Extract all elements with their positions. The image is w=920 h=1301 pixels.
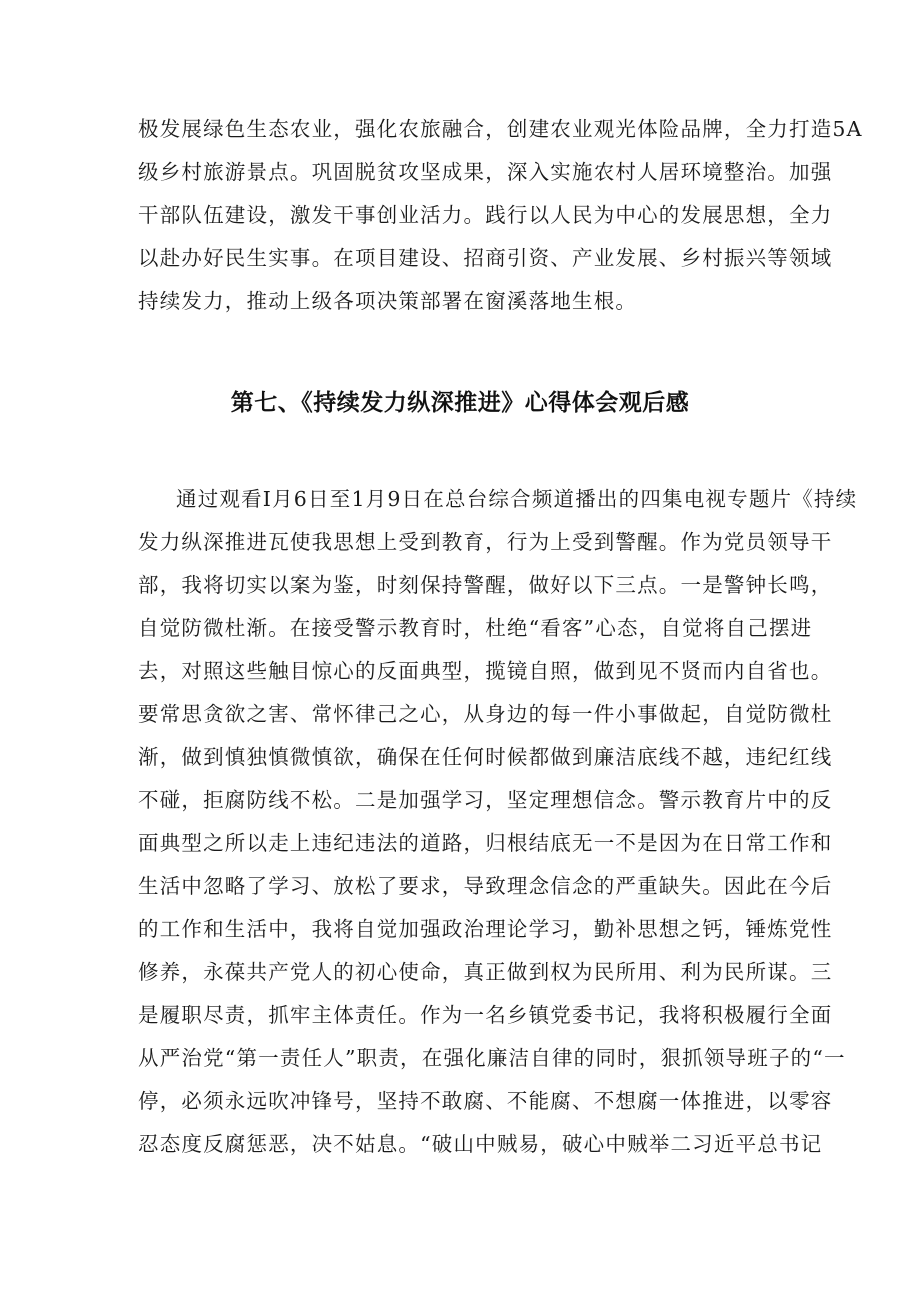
text-line: 忍态度反腐惩恶，决不姑息。“破山中贼易，破心中贼举二习近平总书记 [138, 1132, 823, 1156]
text-line: 干部队伍建设，激发干事创业活力。践行以人民为中心的发展思想，全力 [138, 203, 833, 227]
text-line: 是履职尽责，抓牢主体责任。作为一名乡镇党委书记，我将积极履行全面 [138, 1003, 833, 1027]
text-line: 发力纵深推进瓦使我思想上受到教育，行为上受到警醒。作为党员领导干 [138, 530, 833, 554]
text-line: 的工作和生活中，我将自觉加强政治理论学习，勤补思想之钙，锤炼党性 [138, 917, 833, 941]
text-line: 极发展绿色生态农业，强化农旅融合，创建农业观光体险品牌，全力打造5A [138, 117, 863, 141]
section-heading: 第七、《持续发力纵深推进》心得体会观后感 [230, 390, 690, 416]
text-line: 持续发力，推动上级各项决策部署在窗溪落地生根。 [138, 289, 638, 313]
text-line: 不碰，拒腐防线不松。二是加强学习，坚定理想信念。警示教育片中的反 [138, 788, 833, 812]
text-line: 面典型之所以走上违纪违法的道路，归根结底无一不是因为在日常工作和 [138, 831, 833, 855]
text-line: 自觉防微杜渐。在接受警示教育时，杜绝“看客”心态，自觉将自己摆进 [138, 616, 813, 640]
text-line: 停，必须永远吹冲锋号，坚持不敢腐、不能腐、不想腐一体推进，以零容 [138, 1089, 833, 1113]
text-line: 从严治党“第一责任人”职责，在强化廉洁自律的同时，狠抓领导班子的“一 [138, 1046, 846, 1070]
text-line: 生活中忽略了学习、放松了要求，导致理念信念的严重缺失。因此在今后 [138, 874, 833, 898]
text-line: 去，对照这些触目惊心的反面典型，揽镜自照，做到见不贤而内自省也。 [138, 659, 833, 683]
text-line: 修养，永葆共产党人的初心使命，真正做到权为民所用、利为民所谋。三 [138, 960, 833, 984]
body-paragraph [138, 478, 858, 1166]
text-line: 级乡村旅游景点。巩固脱贫攻坚成果，深入实施农村人居环境整治。加强 [138, 160, 833, 184]
text-line: 渐，做到慎独慎微慎欲，确保在任何时候都做到廉洁底线不越，违纪红线 [138, 745, 833, 769]
text-line: 以赴办好民生实事。在项目建设、招商引资、产业发展、乡村振兴等领域 [138, 246, 833, 270]
text-line: 通过观看I月6日至1月9日在总台综合频道播出的四集电视专题片《持续 [176, 487, 858, 511]
text-line: 要常思贪欲之害、常怀律己之心，从身边的每一件小事做起，自觉防微杜 [138, 702, 833, 726]
text-line: 部，我将切实以案为鉴，时刻保持警醒，做好以下三点。一是警钟长鸣， [138, 573, 833, 597]
intro-paragraph [138, 108, 863, 323]
